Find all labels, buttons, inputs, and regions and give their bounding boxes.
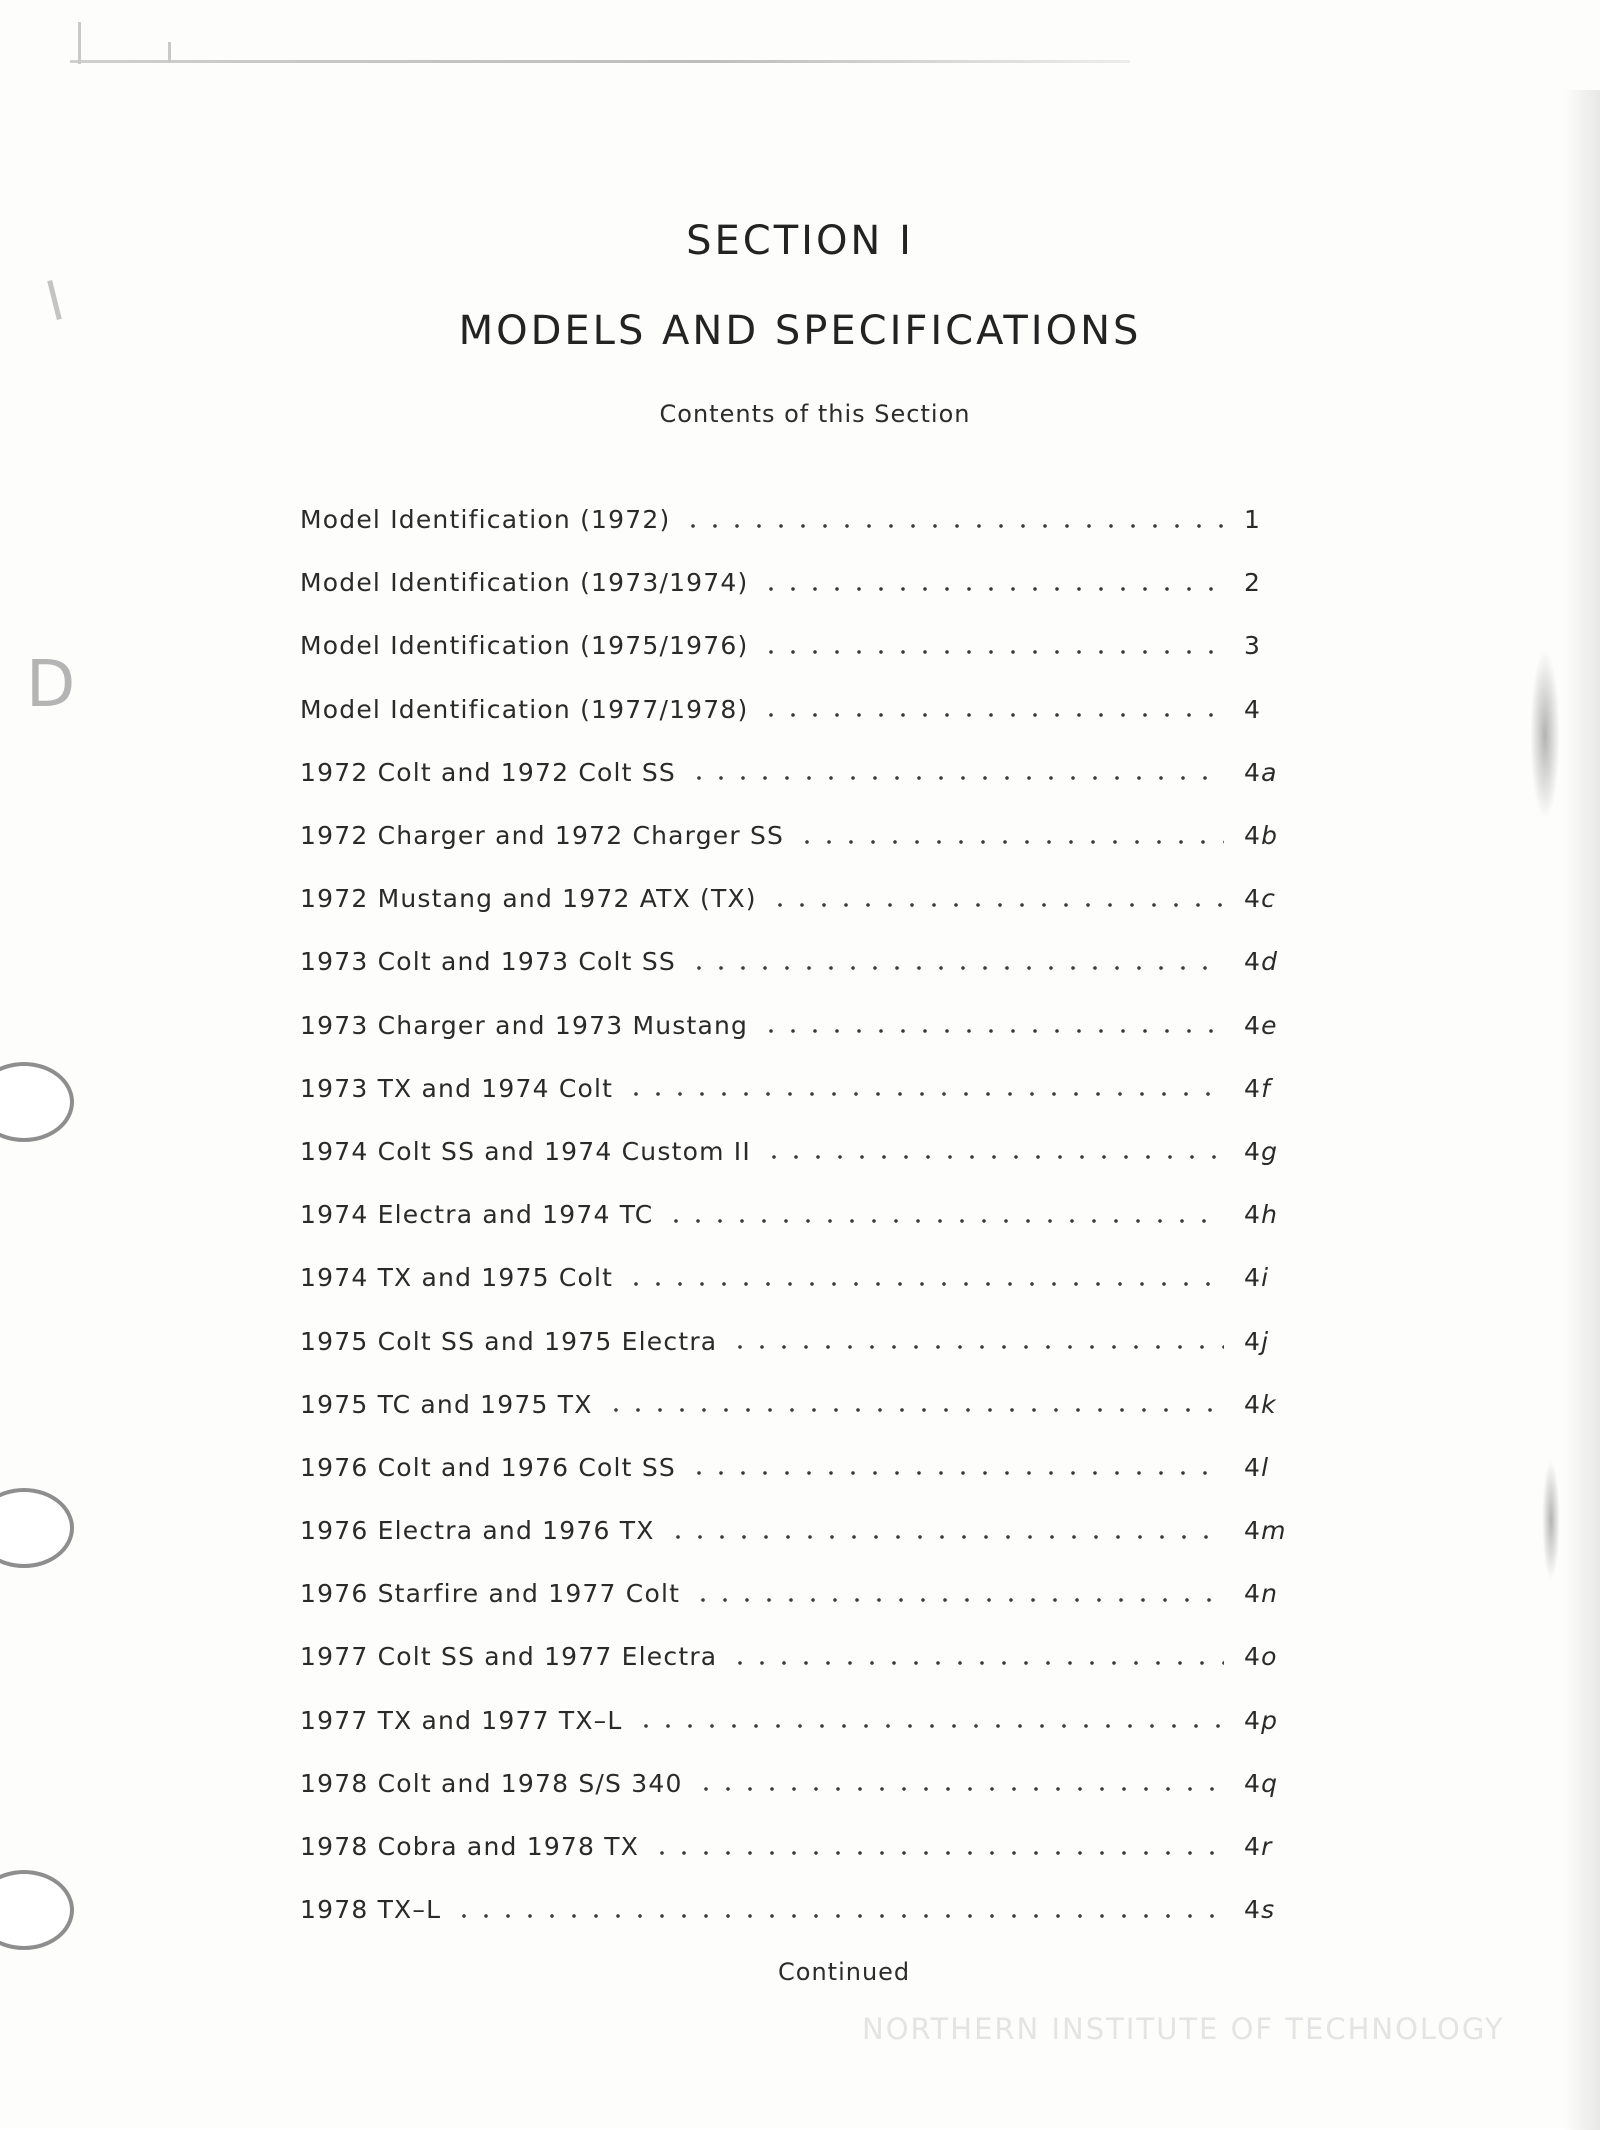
scan-top-rule bbox=[70, 60, 1130, 63]
toc-entry-label: Model Identification (1975/1976) bbox=[300, 631, 749, 661]
section-heading: SECTION I bbox=[686, 218, 914, 264]
punch-hole-icon bbox=[0, 1062, 74, 1142]
toc-entry-label: 1977 Colt SS and 1977 Electra bbox=[300, 1642, 718, 1672]
toc-entry-page: 4c bbox=[1244, 884, 1277, 914]
toc-entry bbox=[300, 1878, 1300, 1941]
toc-entry-label: 1977 TX and 1977 TX–L bbox=[300, 1705, 623, 1735]
toc-entry bbox=[300, 1057, 1300, 1120]
toc-leader-dots bbox=[635, 1724, 1225, 1728]
toc-entry-label: 1972 Colt and 1972 Colt SS bbox=[300, 757, 676, 787]
toc-entry-page: 4g bbox=[1244, 1136, 1279, 1166]
library-watermark: NORTHERN INSTITUTE OF TECHNOLOGY bbox=[862, 2012, 1505, 2046]
toc-entry-label: Model Identification (1977/1978) bbox=[300, 694, 749, 724]
toc-entry-page: 4s bbox=[1244, 1895, 1276, 1925]
toc-entry-page: 4r bbox=[1244, 1832, 1273, 1862]
toc-entry bbox=[300, 1689, 1300, 1752]
toc-entry-label: 1974 Colt SS and 1974 Custom II bbox=[300, 1136, 751, 1166]
toc-leader-dots bbox=[763, 1155, 1224, 1159]
toc-entry-page: 4b bbox=[1244, 821, 1279, 851]
toc-leader-dots bbox=[665, 1219, 1224, 1223]
toc-leader-dots bbox=[760, 587, 1224, 591]
toc-entry-page: 4d bbox=[1244, 947, 1279, 977]
table-of-contents bbox=[300, 488, 1300, 1941]
toc-entry bbox=[300, 1562, 1300, 1625]
toc-entry-page: 4i bbox=[1244, 1263, 1270, 1293]
punch-hole-icon bbox=[0, 1870, 74, 1950]
toc-leader-dots bbox=[729, 1661, 1224, 1665]
toc-entry-label: 1972 Charger and 1972 Charger SS bbox=[300, 821, 785, 851]
toc-leader-dots bbox=[688, 966, 1224, 970]
toc-entry-label: 1973 Charger and 1973 Mustang bbox=[300, 1010, 749, 1040]
contents-subtitle: Contents of this Section bbox=[659, 400, 971, 428]
toc-entry bbox=[300, 1309, 1300, 1372]
toc-leader-dots bbox=[605, 1408, 1224, 1412]
toc-entry bbox=[300, 551, 1300, 614]
toc-entry-label: 1973 Colt and 1973 Colt SS bbox=[300, 947, 676, 977]
toc-entry-label: 1974 TX and 1975 Colt bbox=[300, 1263, 614, 1293]
toc-entry bbox=[300, 1499, 1300, 1562]
toc-entry-label: 1975 TC and 1975 TX bbox=[300, 1389, 593, 1419]
toc-entry-label: 1976 Colt and 1976 Colt SS bbox=[300, 1452, 676, 1482]
toc-entry-label: 1975 Colt SS and 1975 Electra bbox=[300, 1326, 718, 1356]
toc-entry-label: 1974 Electra and 1974 TC bbox=[300, 1200, 654, 1230]
page-title: MODELS AND SPECIFICATIONS bbox=[458, 308, 1142, 354]
scan-tick-mark bbox=[168, 42, 171, 62]
toc-entry bbox=[300, 678, 1300, 741]
toc-leader-dots bbox=[760, 713, 1224, 717]
toc-leader-dots bbox=[625, 1282, 1224, 1286]
continued-note: Continued bbox=[778, 1958, 911, 1986]
toc-entry-page: 4l bbox=[1244, 1452, 1270, 1482]
toc-entry-label: Model Identification (1972) bbox=[300, 505, 671, 535]
toc-entry-page: 4j bbox=[1244, 1326, 1270, 1356]
toc-entry-page: 2 bbox=[1244, 568, 1262, 598]
toc-entry bbox=[300, 488, 1300, 551]
toc-entry-page: 4q bbox=[1244, 1768, 1279, 1798]
margin-d-mark-icon: D bbox=[26, 648, 76, 722]
toc-leader-dots bbox=[453, 1914, 1224, 1918]
toc-entry-page: 4 bbox=[1244, 694, 1262, 724]
toc-entry-label: Model Identification (1973/1974) bbox=[300, 568, 749, 598]
toc-leader-dots bbox=[695, 1787, 1224, 1791]
toc-leader-dots bbox=[769, 903, 1224, 907]
toc-entry-page: 4a bbox=[1244, 757, 1278, 787]
toc-leader-dots bbox=[682, 524, 1224, 528]
toc-leader-dots bbox=[667, 1535, 1224, 1539]
toc-entry bbox=[300, 1246, 1300, 1309]
toc-entry bbox=[300, 930, 1300, 993]
toc-leader-dots bbox=[692, 1598, 1224, 1602]
toc-leader-dots bbox=[760, 1029, 1224, 1033]
toc-entry bbox=[300, 804, 1300, 867]
toc-entry-page: 4n bbox=[1244, 1579, 1279, 1609]
scan-shadow-smudge bbox=[1530, 650, 1560, 820]
toc-entry-page: 4m bbox=[1244, 1516, 1287, 1546]
toc-entry bbox=[300, 614, 1300, 677]
punch-hole-icon bbox=[0, 1488, 74, 1568]
scan-shadow-smudge bbox=[1542, 1460, 1560, 1580]
toc-entry-page: 4o bbox=[1244, 1642, 1278, 1672]
toc-leader-dots bbox=[688, 1471, 1224, 1475]
toc-entry-page: 1 bbox=[1244, 505, 1262, 535]
toc-entry-page: 4f bbox=[1244, 1073, 1272, 1103]
toc-entry bbox=[300, 994, 1300, 1057]
toc-leader-dots bbox=[796, 840, 1224, 844]
toc-leader-dots bbox=[625, 1092, 1224, 1096]
toc-entry bbox=[300, 1752, 1300, 1815]
toc-entry-label: 1973 TX and 1974 Colt bbox=[300, 1073, 614, 1103]
toc-entry-label: 1978 TX–L bbox=[300, 1895, 442, 1925]
toc-entry-page: 4p bbox=[1244, 1705, 1279, 1735]
toc-entry bbox=[300, 1815, 1300, 1878]
toc-entry bbox=[300, 741, 1300, 804]
toc-leader-dots bbox=[651, 1851, 1224, 1855]
toc-entry-label: 1976 Starfire and 1977 Colt bbox=[300, 1579, 681, 1609]
scan-right-edge bbox=[1564, 90, 1600, 2130]
toc-entry bbox=[300, 1625, 1300, 1688]
toc-entry bbox=[300, 867, 1300, 930]
toc-entry bbox=[300, 1183, 1300, 1246]
toc-entry-page: 4k bbox=[1244, 1389, 1277, 1419]
toc-entry bbox=[300, 1373, 1300, 1436]
toc-entry-label: 1978 Cobra and 1978 TX bbox=[300, 1832, 640, 1862]
toc-leader-dots bbox=[760, 650, 1224, 654]
toc-entry-page: 4e bbox=[1244, 1010, 1278, 1040]
toc-entry-page: 4h bbox=[1244, 1200, 1279, 1230]
toc-entry bbox=[300, 1120, 1300, 1183]
toc-entry bbox=[300, 1436, 1300, 1499]
toc-entry-label: 1978 Colt and 1978 S/S 340 bbox=[300, 1768, 683, 1798]
toc-entry-page: 3 bbox=[1244, 631, 1262, 661]
toc-entry-label: 1972 Mustang and 1972 ATX (TX) bbox=[300, 884, 757, 914]
toc-leader-dots bbox=[688, 776, 1224, 780]
toc-leader-dots bbox=[729, 1345, 1224, 1349]
scan-tick-mark bbox=[78, 22, 81, 64]
toc-entry-label: 1976 Electra and 1976 TX bbox=[300, 1516, 655, 1546]
